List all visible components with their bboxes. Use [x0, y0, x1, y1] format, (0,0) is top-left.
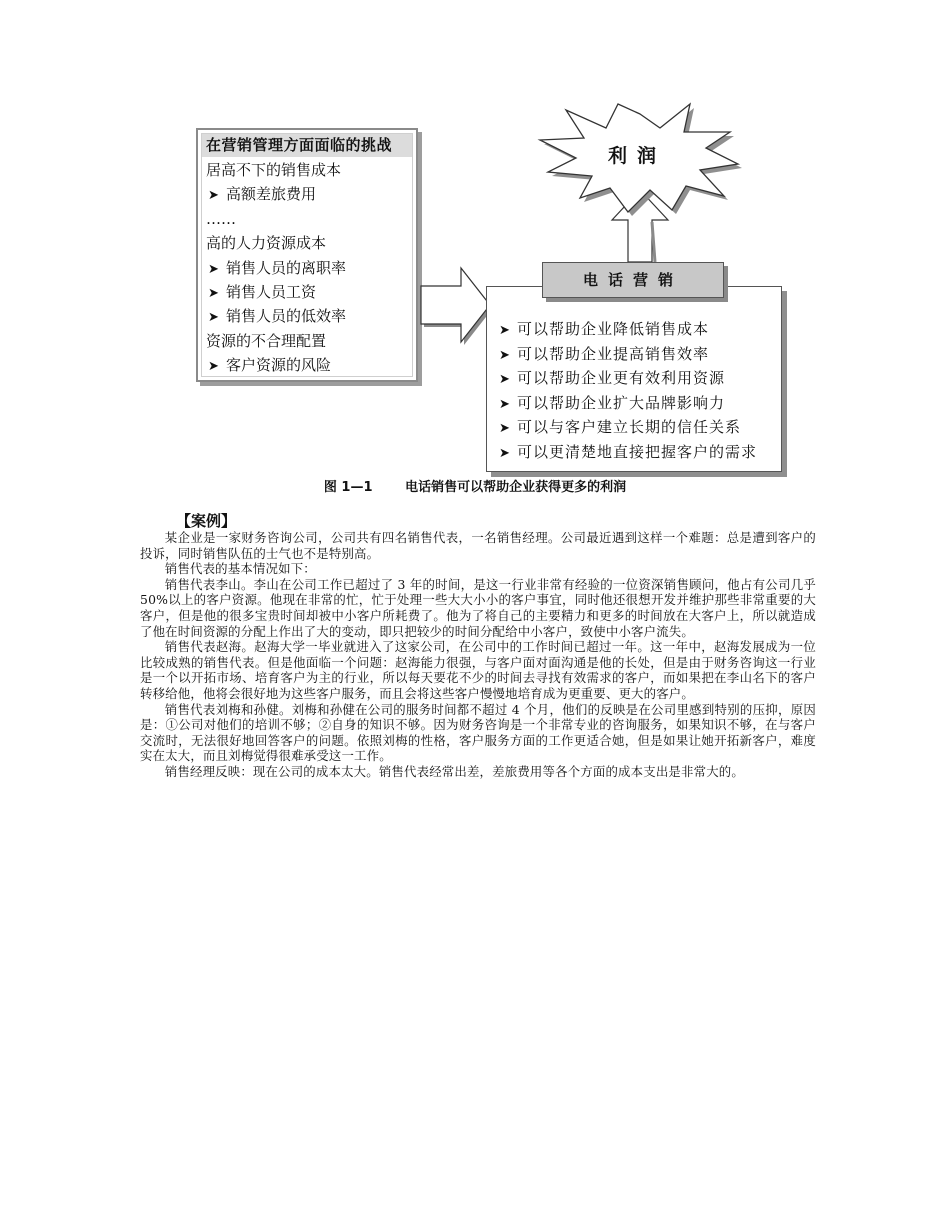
case-paragraph: 销售代表的基本情况如下：	[164, 561, 316, 577]
profit-label: 利润	[608, 145, 667, 167]
bullet-arrow-icon: ➤	[499, 396, 511, 412]
challenge-item-text: 销售人员的离职率	[226, 258, 347, 277]
challenge-item-text: 销售人员的低效率	[226, 307, 347, 326]
benefit-item	[499, 415, 757, 440]
bullet-arrow-icon: ➤	[499, 347, 511, 363]
bullet-arrow-icon: ➤	[208, 359, 219, 375]
benefit-item-text: 可以更清楚地直接把握客户的需求	[517, 442, 758, 461]
case-paragraph: 销售代表李山。李山在公司工作已超过了 3 年的时间，是这一行业非常有经验的一位资深销售顾问，他占有公司几乎 50%以上的客户资源。他现在非常的忙，忙于处理一些大大小小的客户事宜，同时他还很想开发并维护那些非常重要的大客户，但是他的很多宝贵时间却被中小客户所耗费了。他为了将自己的主要精力和更多的时间放在大客户上，所以就造成了他在时间资源的分配上作出了大的变动，即只把较少的时间分配给中小客户，致使中小客户流失。	[140, 576, 816, 639]
challenge-item-text: ……	[206, 209, 236, 228]
challenge-item-text: 高额差旅费用	[226, 185, 317, 204]
bullet-arrow-icon: ➤	[499, 421, 511, 436]
benefit-item	[499, 317, 757, 342]
benefit-item-text: 可以帮助企业降低销售成本	[517, 320, 710, 338]
benefit-item	[499, 391, 757, 416]
challenges-title: 在营销管理方面面临的挑战	[202, 134, 412, 157]
bullet-arrow-icon: ➤	[208, 188, 219, 204]
benefit-item-text: 可以帮助企业提高销售效率	[517, 344, 710, 363]
right-arrow-icon	[421, 268, 493, 345]
bullet-arrow-icon: ➤	[208, 286, 219, 301]
challenge-item-text: 居高不下的销售成本	[206, 161, 342, 179]
benefits-list	[499, 317, 757, 464]
figure-title: 电话销售可以帮助企业获得更多的利润	[405, 480, 627, 495]
benefit-item	[499, 342, 757, 367]
benefit-item-text: 可以帮助企业更有效利用资源	[517, 369, 726, 387]
case-heading: 【案例】	[176, 512, 237, 530]
bullet-arrow-icon: ➤	[499, 323, 511, 338]
challenge-item-text: 资源的不合理配置	[206, 331, 327, 350]
benefit-item-text: 可以帮助企业扩大品牌影响力	[517, 393, 726, 412]
bullet-arrow-icon: ➤	[208, 310, 219, 326]
challenge-item-text: 客户资源的风险	[226, 356, 332, 375]
benefits-box	[486, 286, 782, 472]
challenge-item-text: 销售人员工资	[226, 283, 317, 301]
case-paragraph: 销售代表赵海。赵海大学一毕业就进入了这家公司，在公司中的工作时间已超过一年。这一年中，赵海发展成为一位比较成熟的销售代表。但是他面临一个问题：赵海能力很强，与客户面对面沟通是他的长处，但是由于财务咨询这一行业是一个以开拓市场、培育客户为主的行业，所以每天要花不少的时间去寻找有效需求的客户，而如果把在李山名下的客户转移给他，他将会很好地为这些客户服务，而且会将这些客户慢慢地培育成为更重要、更大的客户。	[140, 639, 816, 701]
telemarketing-header: 电话营销	[542, 262, 724, 298]
case-body	[140, 530, 816, 780]
benefit-item-text: 可以与客户建立长期的信任关系	[517, 418, 742, 436]
case-paragraph: 某企业是一家财务咨询公司，公司共有四名销售代表，一名销售经理。公司最近遇到这样一个难题：总是遭到客户的投诉，同时销售队伍的士气也不是特别高。	[140, 530, 816, 561]
bullet-arrow-icon: ➤	[499, 372, 511, 387]
case-paragraph: 销售经理反映：现在公司的成本太大。销售代表经常出差，差旅费用等各个方面的成本支出是非常大的。	[164, 763, 744, 779]
challenge-item-text: 高的人力资源成本	[206, 234, 327, 253]
figure-caption	[0, 476, 950, 495]
case-paragraph: 销售代表刘梅和孙健。刘梅和孙健在公司的服务时间都不超过 4 个月，他们的反映是在公司里感到特别的压抑，原因是：①公司对他们的培训不够；②自身的知识不够。因为财务咨询是一个非常专业的咨询服务，如果知识不够，在与客户交流时，无法很好地回答客户的问题。依照刘梅的性格，客户服务方面的工作更适合她，但是如果让她开拓新客户，难度实在太大，而且刘梅觉得很难承受这一工作。	[140, 701, 816, 764]
figure-number: 图 1—1	[323, 480, 373, 495]
diagram-graphics	[0, 0, 950, 520]
bullet-arrow-icon: ➤	[499, 445, 511, 461]
benefit-item	[499, 440, 757, 465]
benefit-item	[499, 366, 757, 391]
bullet-arrow-icon: ➤	[208, 261, 219, 277]
